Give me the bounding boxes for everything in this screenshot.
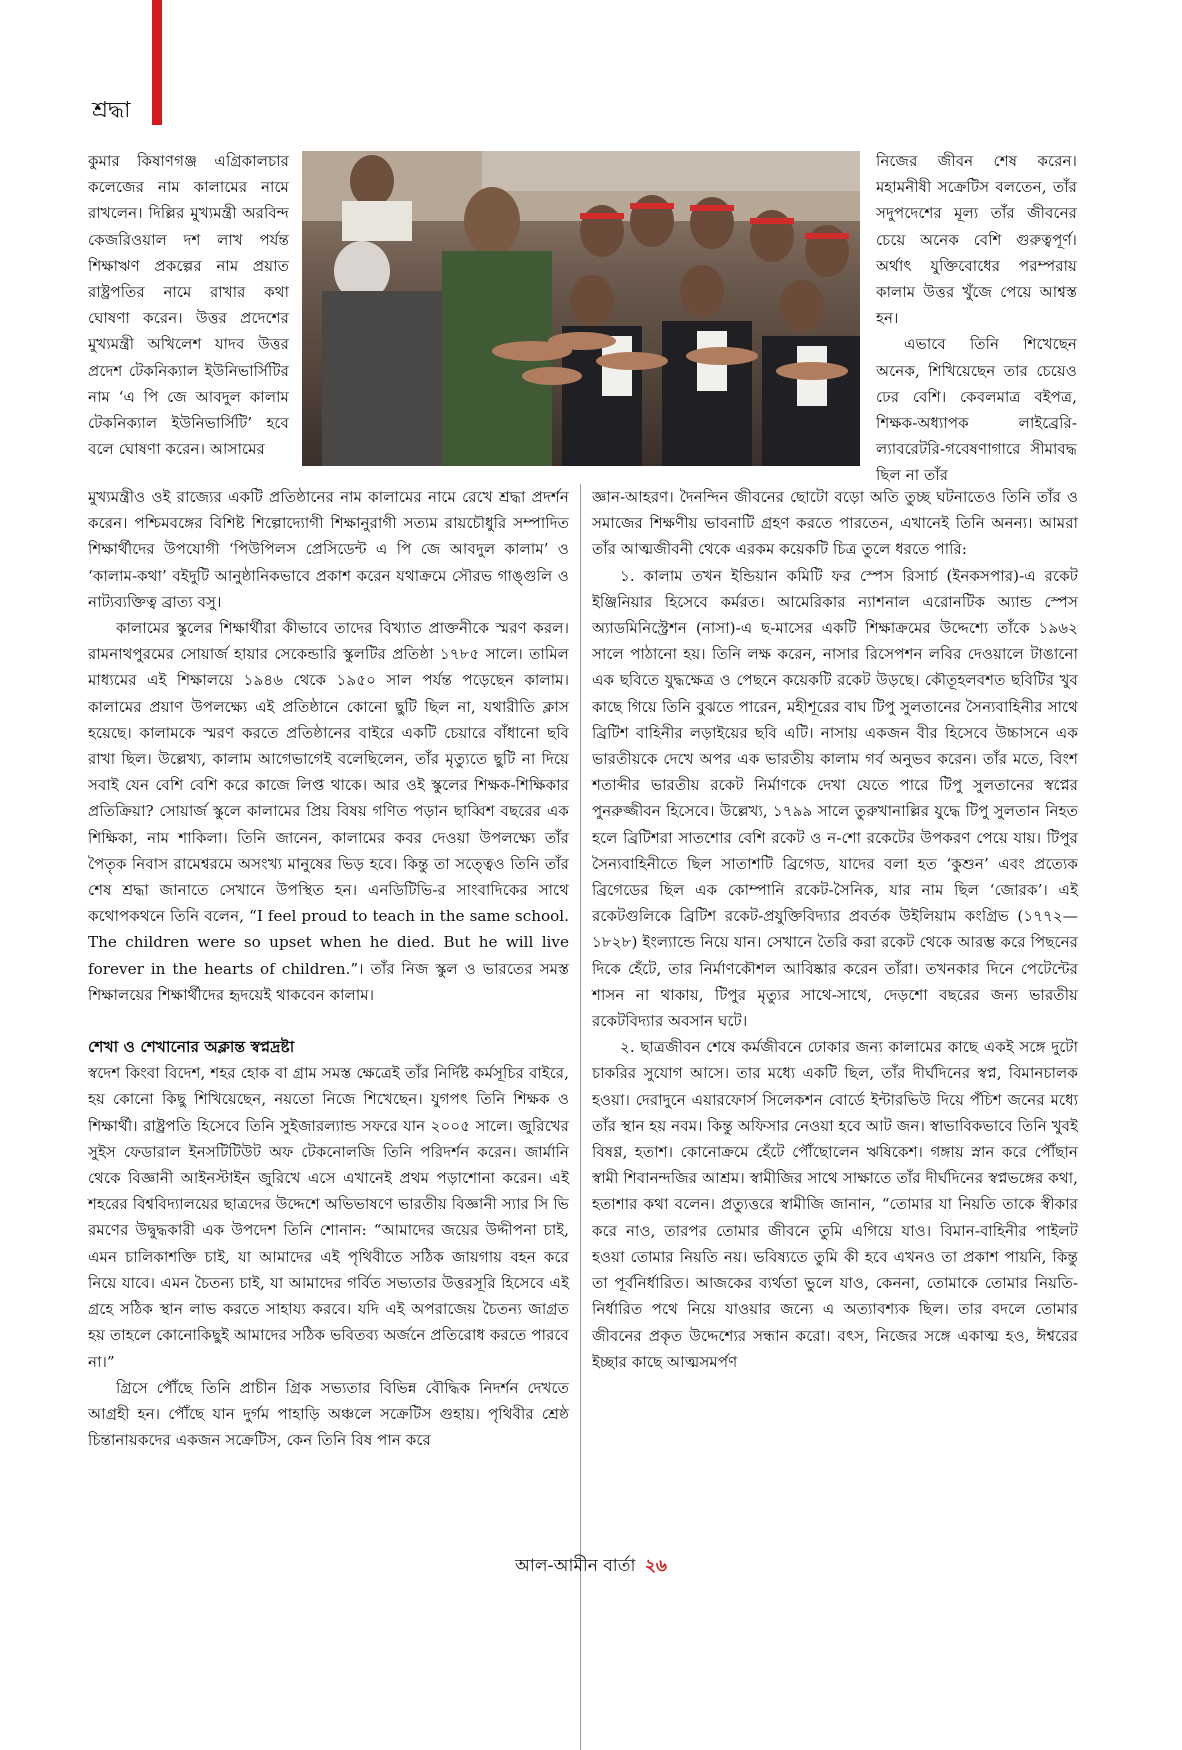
intro-left-column	[88, 148, 289, 462]
paragraph: গ্রিসে পৌঁছে তিনি প্রাচীন গ্রিক সভ্যতার বিভিন্ন বৌদ্ধিক নিদর্শন দেখতে আগ্রহী হন। পৌঁছে যান দুর্গম পাহাড়ি অঞ্চলে সক্রেটিস গুহায়। পৃথিবীর শ্রেষ্ঠ চিন্তানায়কদের একজন সক্রেটিস, কেন তিনি বিষ পান করে	[88, 1378, 569, 1450]
paragraph: কুমার কিষাণগঞ্জ এগ্রিকালচার কলেজের নাম কালামের নামে রাখলেন। দিল্লির মুখ্যমন্ত্রী অরবিন্দ কেজরিওয়াল দশ লাখ পর্যন্ত শিক্ষাঋণ প্রকল্পের নাম প্রয়াত রাষ্ট্রপতির নামে রাখার কথা ঘোষণা করেন। উত্তর প্রদেশের মুখ্যমন্ত্রী অখিলেশ যাদব উত্তর প্রদেশ টেকনিক্যাল ইউনিভার্সিটির নাম ‘এ পি জে আবদুল কালাম টেকনিক্যাল ইউনিভার্সিটি’ হবে বলে ঘোষণা করেন। আসামের	[88, 152, 289, 459]
kalam-with-students-photo	[302, 151, 860, 466]
page-number: ২৬	[644, 1556, 667, 1576]
main-left-column	[88, 484, 569, 1453]
paragraph: ২. ছাত্রজীবন শেষে কর্মজীবনে ঢোকার জন্য কালামের কাছে একই সঙ্গে দুটো চাকরির সুযোগ আসে। তার মধ্যে একটি ছিল, তাঁর দীর্ঘদিনের স্বপ্ন, বিমানচালক হওয়া। দেরাদুনে এয়ারফোর্স সিলেকশন বোর্ডে ইন্টারভিউ দিয়ে পঁচিশ জনের মধ্যে তাঁর স্থান হয় নবম। কিন্তু অফিসার নেওয়া হবে আট জন। স্বাভাবিকভাবে তিনি খুবই বিষণ্ণ, হতাশ। কোনোক্রমে হেঁটে পৌঁছোলেন ঋষিকেশ। গঙ্গায় স্নান করে পৌঁছান স্বামী শিবানন্দজির আশ্রম। স্বামীজির সাথে সাক্ষাতে তাঁর দীর্ঘদিনের স্বপ্নভঙ্গের কথা, হতাশার কথা বলেন। প্রত্যুত্তরে স্বামীজি জানান, “তোমার যা নিয়তি তাকে স্বীকার করে নাও, তারপর তোমার জীবনে তুমি এগিয়ে যাও। বিমান-বাহিনীর পাইলট হওয়া তোমার নিয়তি নয়। ভবিষ্যতে তুমি কী হবে এখনও তা প্রকাশ পায়নি, কিন্তু তা পূর্বনির্ধারিত। আজকের ব্যর্থতা ভুলে যাও, কেননা, তোমাকে তোমার নিয়তি-নির্ধারিত পথে নিয়ে যাওয়ার জন্যে এ অত্যাবশ্যক ছিল। তার বদলে তোমার জীবনের প্রকৃত উদ্দেশ্যের সন্ধান করো। বৎস, নিজের সঙ্গে একাত্ম হও, ঈশ্বরের ইচ্ছার কাছে আত্মসমর্পণ	[592, 1038, 1078, 1371]
paragraph: জ্ঞান-আহরণ। দৈনন্দিন জীবনের ছোটো বড়ো অতি তুচ্ছ ঘটনাতেও তিনি তাঁর ও সমাজের শিক্ষণীয় ভাবনাটি গ্রহণ করতে পারতেন, এখানেই তিনি অনন্য। আমরা তাঁর আত্মজীবনী থেকে এরকম কয়েকটি চিত্র তুলে ধরতে পারি:	[592, 488, 1078, 559]
spacer	[88, 1008, 569, 1034]
paragraph: ১. কালাম তখন ইন্ডিয়ান কমিটি ফর স্পেস রিসার্চ (ইনকসপার)-এ রকেট ইঞ্জিনিয়ার হিসেবে কর্মরত। আমেরিকার ন্যাশনাল এরোনটিক অ্যান্ড স্পেস অ্যাডমিনিস্ট্রেশন (নাসা)-এ ছ-মাসের একটি শিক্ষাক্রমের উদ্দেশ্যে তাঁকে ১৯৬২ সালে পাঠানো হয়। তিনি লক্ষ করেন, নাসার রিসেপশন লবির দেওয়ালে টাঙানো এক ছবিতে যুদ্ধক্ষেত্র ও পেছনে কয়েকটি রকেট উড়ছে। কৌতূহলবশত ছবিটির খুব কাছে গিয়ে তিনি বুঝতে পারেন, মহীশূরের বাঘ টিপু সুলতানের সৈন্যবাহিনীর সাথে ব্রিটিশ বাহিনীর লড়াইয়ের ছবি এটি। নাসায় একজন বীর হিসেবে উচ্চাসনে এক ভারতীয়কে দেখে অপর এক ভারতীয় কালাম গর্ব অনুভব করেন। তাঁর মতে, বিংশ শতাব্দীর ভারতীয় রকেট নির্মাণকে দেখা যেতে পারে টিপু সুলতানের স্বপ্নের পুনরুজ্জীবন হিসেবে। উল্লেখ্য, ১৭৯৯ সালে তুরুখানাল্লির যুদ্ধে টিপু সুলতান নিহত হলে ব্রিটিশরা সাতশোর বেশি রকেট ও ন-শো রকেটের উপকরণ পেয়ে যায়। টিপুর সৈন্যবাহিনীতে ছিল সাতাশটি ব্রিগেড, যাদের বলা হত ‘কুশুন’ এবং প্রত্যেক ব্রিগেডের ছিল এক কোম্পানি রকেট-সৈনিক, যার নাম ছিল ‘জোরক’। এই রকেটগুলিকে ব্রিটিশ রকেট-প্রযুক্তিবিদ্যার প্রবর্তক উইলিয়াম কংগ্রিভ (১৭৭২—১৮২৮) ইংল্যান্ডে নিয়ে যান। সেখানে তৈরি করা রকেট থেকে আরম্ভ করে পিছনের দিকে হেঁটে, তার নির্মাণকৌশল আবিষ্কার করেন তাঁরা। তখনকার দিনে পেটেন্টের শাসন না থাকায়, টিপুর মৃত্যুর সাথে-সাথে, দেড়শো বছরের জন্য ভারতীয় রকেটবিদ্যার অবসান ঘটে।	[592, 566, 1078, 1031]
main-right-column	[592, 484, 1078, 1375]
paragraph: নিজের জীবন শেষ করেন। মহামনীষী সক্রেটিস বলতেন, তাঁর সদুপদেশের মূল্য তাঁর জীবনের চেয়ে অনেক বেশি গুরুত্বপূর্ণ। অর্থাৎ যুক্তিবোধের পরম্পরায় কালাম উত্তর খুঁজে পেয়ে আশ্বস্ত হন।	[876, 152, 1077, 328]
subheading: শেখা ও শেখানোর অক্লান্ত স্বপ্নদ্রষ্টা	[88, 1038, 295, 1057]
paragraph: স্বদেশ কিংবা বিদেশ, শহর হোক বা গ্রাম সমস্ত ক্ষেত্রেই তাঁর নির্দিষ্ট কর্মসূচির বাইরে, হয় কোনো কিছু শিখিয়েছেন, নয়তো নিজে শিখেছেন। যুগপৎ তিনি শিক্ষক ও শিক্ষার্থী। রাষ্ট্রপতি হিসেবে তিনি সুইজারল্যান্ড সফরে যান ২০০৫ সালে। জুরিখের সুইস ফেডারাল ইনসটিটিউট অফ টেকনোলজি তিনি পরিদর্শন করেন। জার্মানি থেকে বিজ্ঞানী আইনস্টাইন জুরিখে এসে এখানেই প্রথম পড়াশোনা করেন। এই শহরের বিশ্ববিদ্যালয়ের ছাত্রদের উদ্দেশে অভিভাষণে ভারতীয় বিজ্ঞানী স্যার সি ভি রমণের উদ্বুদ্ধকারী এক উপদেশ তিনি শোনান: “আমাদের জয়ের উদ্দীপনা চাই, এমন চালিকাশক্তি চাই, যা আমাদের এই পৃথিবীতে সঠিক জায়গায় বহন করে নিয়ে যাবে। এমন চৈতন্য চাই, যা আমাদের গর্বিত সভ্যতার উত্তরসূরি হিসেবে এই গ্রহে সঠিক স্থান লাভ করতে সাহায্য করবে। যদি এই অপরাজেয় চৈতন্য জাগ্রত হয় তাহলে কোনোকিছুই আমাদের সঠিক ভবিতব্য অর্জনে প্রতিরোধ করতে পারবে না।”	[88, 1064, 569, 1371]
paragraph: এভাবে তিনি শিখেছেন অনেক, শিখিয়েছেন তার চেয়েও ঢের বেশি। কেবলমাত্র বইপত্র, শিক্ষক-অধ্যাপক লাইব্রেরি-ল্যাবরেটরি-গবেষণাগারে সীমাবদ্ধ ছিল না তাঁর	[876, 335, 1077, 485]
page-footer	[0, 1553, 1182, 1581]
header-accent-bar	[152, 0, 162, 125]
intro-right-column	[876, 148, 1077, 489]
paragraph: কালামের স্কুলের শিক্ষার্থীরা কীভাবে তাদের বিখ্যাত প্রাক্তনীকে স্মরণ করল। রামনাথপুরমের সোয়ার্জ হায়ার সেকেন্ডারি স্কুলটির প্রতিষ্ঠা ১৭৮৫ সালে। তামিল মাধ্যমের এই শিক্ষালয়ে ১৯৪৬ থেকে ১৯৫০ সাল পর্যন্ত পড়েছেন কালাম। কালামের প্রয়াণ উপলক্ষ্যে এই প্রতিষ্ঠানে কোনো ছুটি ছিল না, যথারীতি ক্লাস হয়েছে। কালামকে স্মরণ করতে প্রতিষ্ঠানের বাইরে একটি চেয়ারে বাঁধানো ছবি রাখা ছিল। উল্লেখ্য, কালাম আগেভাগেই বলেছিলেন, তাঁর মৃত্যুতে ছুটি না দিয়ে সবাই যেন বেশি বেশি করে কাজে লিপ্ত থাকে। আর ওই স্কুলের শিক্ষক-শিক্ষিকার প্রতিক্রিয়া? সোয়ার্জ স্কুলে কালামের প্রিয় বিষয় গণিত পড়ান ছাব্বিশ বছরের এক শিক্ষিকা, নাম শাকিলা। তিনি জানেন, কালামের কবর দেওয়া উপলক্ষ্যে তাঁর পৈতৃক নিবাস রামেশ্বরমে অসংখ্য মানুষের ভিড় হবে। কিন্তু তা সত্ত্বেও তিনি তাঁর শেষ শ্রদ্ধা জানাতে সেখানে উপস্থিত হন। এনডিটিভি-র সাংবাদিকের সাথে কথোপকথনে তিনি বলেন, “I feel proud to teach in the same school. The children were so upset when he died. But he will live forever in the hearts of children.”। তাঁর নিজ স্কুল ও ভারতের সমস্ত শিক্ষালয়ের শিক্ষার্থীদের হৃদয়েই থাকবেন কালাম।	[88, 619, 569, 1004]
paragraph: মুখ্যমন্ত্রীও ওই রাজ্যের একটি প্রতিষ্ঠানের নাম কালামের নামে রেখে শ্রদ্ধা প্রদর্শন করেন। পশ্চিমবঙ্গের বিশিষ্ট শিল্পোদ্যোগী শিক্ষানুরাগী সত্যম রায়চৌধুরি সম্পাদিত শিক্ষার্থীদের উপযোগী ‘পিউপিলস প্রেসিডেন্ট এ পি জে আবদুল কালাম’ ও ‘কালাম-কথা’ বইদুটি আনুষ্ঠানিকভাবে প্রকাশ করেন যথাক্রমে সৌরভ গাঙ্গুলি ও নাট্যব্যক্তিত্ব ব্রাত্য বসু।	[88, 488, 569, 611]
section-label: শ্রদ্ধা	[92, 98, 131, 123]
magazine-name: আল-আমীন বার্তা	[515, 1556, 636, 1576]
